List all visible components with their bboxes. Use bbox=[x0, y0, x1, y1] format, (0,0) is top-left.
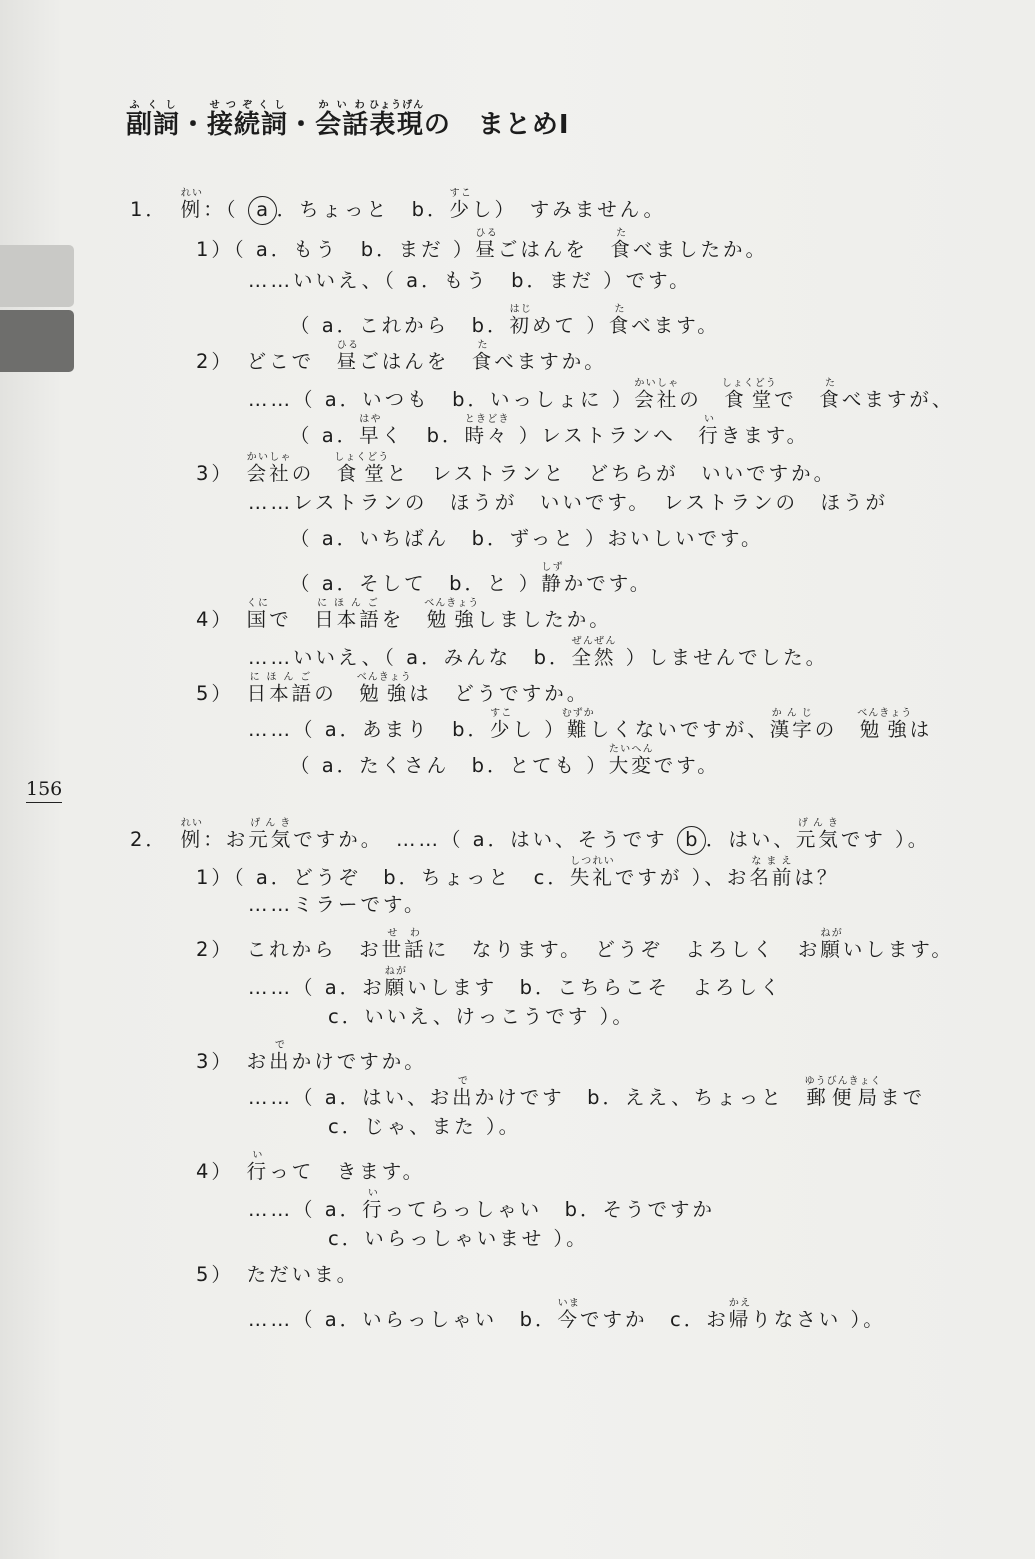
exercise-2-q4-answer-cont: c．いらっしゃいませ ）。 bbox=[328, 1227, 589, 1250]
exercise-2-q4-answer: ……（ a．行いってらっしゃい b．そうですか bbox=[248, 1188, 716, 1221]
exercise-1-q3: 3） 会社かいしゃの 食堂しょくどうと レストランと どちらが いいですか。 bbox=[196, 452, 837, 485]
exercise-1-q2-answer-cont: （ a．早はやく b．時々ときどき ）レストランへ 行いきます。 bbox=[290, 414, 810, 447]
page-title: 副詞ふくし・接続詞せつぞくし・会話かいわ表現ひょうげんの まとめⅠ bbox=[126, 100, 570, 140]
exercise-1-q2-answer: ……（ a．いつも b．いっしょに ）会社かいしゃの 食堂しょくどうで 食たべますが、 bbox=[248, 378, 955, 411]
exercise-1-q5: 5） 日本語にほんごの 勉強べんきょうは どうですか。 bbox=[196, 672, 590, 705]
exercise-2-q1: 1）（ a．どうぞ b．ちょっと c．失礼しつれいですが ）、お名前なまえは？ bbox=[196, 856, 840, 889]
exercise-2-example: 2． 例れい：お元気げんきですか。 ……（ a．はい、そうです b ．はい、元気げんきです ）。 bbox=[130, 818, 930, 855]
exercise-2-q3-answer-cont: c．じゃ、また ）。 bbox=[328, 1115, 522, 1138]
exercise-2-q2-answer-cont: c．いいえ、けっこうです ）。 bbox=[328, 1005, 635, 1028]
exercise-2-q3-answer: ……（ a．はい、お出でかけです b．ええ、ちょっと 郵便局ゆうびんきょくまで bbox=[248, 1076, 926, 1109]
exercise-2-q3: 3） お出でかけですか。 bbox=[196, 1040, 427, 1073]
exercise-1-q3-answer-cont: （ a．いちばん b．ずっと ）おいしいです。 bbox=[290, 527, 764, 550]
exercise-2-q4: 4） 行いって きます。 bbox=[196, 1150, 426, 1183]
exercise-1-q5-answer: ……（ a．あまり b．少すこし ）難むずかしくないですが、漢字かんじの 勉強べんきょうは bbox=[248, 708, 933, 741]
exercise-2-q1-answer: ……ミラーです。 bbox=[248, 893, 427, 916]
exercise-1-q4-answer: ……いいえ、（ a．みんな b．全然ぜんぜん ）しませんでした。 bbox=[248, 636, 829, 669]
exercise-2-q5-answer: ……（ a．いらっしゃい b．今いまですか c．お帰かえりなさい ）。 bbox=[248, 1298, 886, 1331]
exercise-1-q4: 4） 国くにで 日本語にほんごを 勉強べんきょうしましたか。 bbox=[196, 598, 612, 631]
exercise-1-q3-answer: ……レストランの ほうが いいです。 レストランの ほうが bbox=[248, 491, 889, 514]
page-number: 156 bbox=[26, 778, 62, 803]
exercise-1-q1-answer-cont: （ a．これから b．初はじめて ）食たべます。 bbox=[290, 304, 720, 337]
exercise-1-q5-answer-cont: （ a．たくさん b．とても ）大変たいへんです。 bbox=[290, 744, 720, 777]
exercise-1-q1-answer: ……いいえ、（ a．もう b．まだ ）です。 bbox=[248, 269, 692, 292]
exercise-2-q2-answer: ……（ a．お願ねがいします b．こちらこそ よろしく bbox=[248, 966, 783, 999]
exercise-2-q2: 2） これから お世話せわに なります。 どうぞ よろしく お願ねがいします。 bbox=[196, 928, 954, 961]
exercise-1-q2: 2） どこで 昼ひるごはんを 食たべますか。 bbox=[196, 340, 607, 373]
exercise-1-q3-answer-cont2: （ a．そして b．と ）静しずかです。 bbox=[290, 562, 653, 595]
chapter-tab-dark bbox=[0, 310, 74, 372]
exercise-2-q5: 5） ただいま。 bbox=[196, 1263, 360, 1286]
exercise-1-q1: 1）（ a．もう b．まだ ）昼ひるごはんを 食たべましたか。 bbox=[196, 228, 768, 261]
exercise-1-example: 1． 例れい：（ a ．ちょっと b．少すこし） すみません。 bbox=[130, 188, 666, 225]
chapter-tab-light bbox=[0, 245, 74, 307]
